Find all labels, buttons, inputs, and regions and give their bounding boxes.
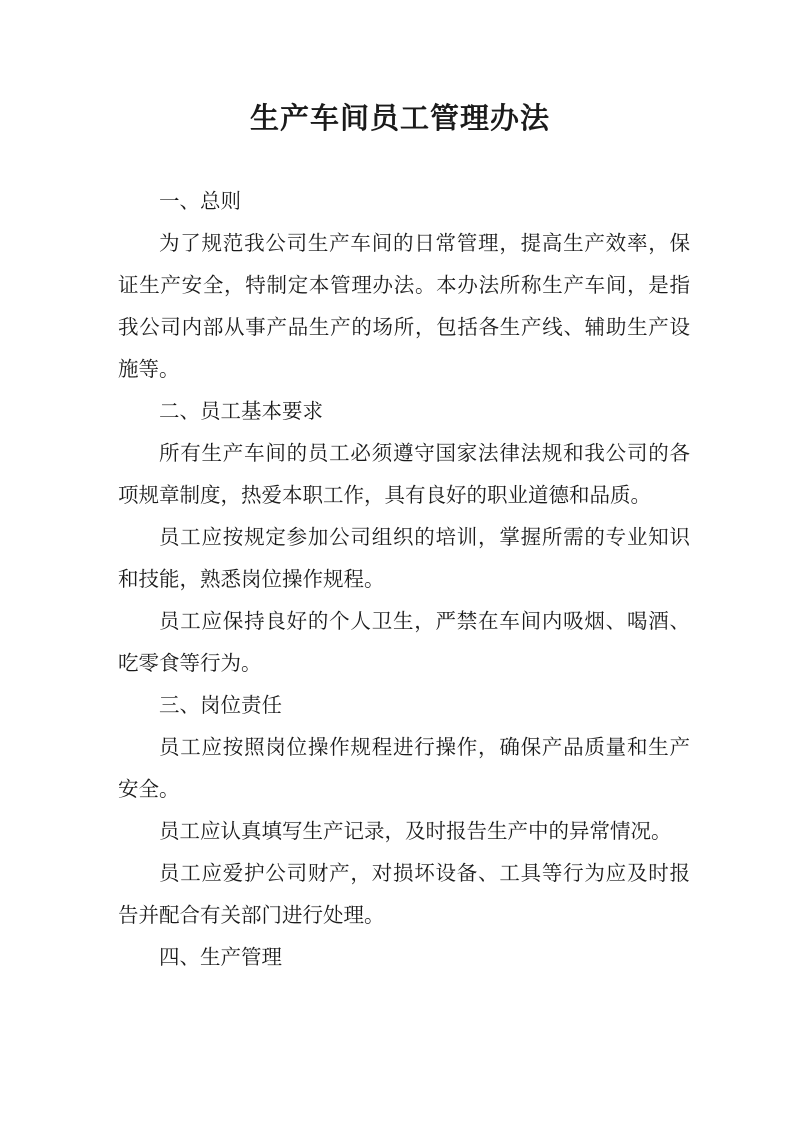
document-body	[118, 180, 690, 978]
paragraph-operation-rules: 员工应按照岗位操作规程进行操作，确保产品质量和生产安全。	[118, 735, 690, 801]
paragraph-company-property: 员工应爱护公司财产，对损坏设备、工具等行为应及时报告并配合有关部门进行处理。	[118, 861, 690, 927]
document-title: 生产车间员工管理办法	[249, 101, 550, 135]
section-heading-general: 一、总则	[159, 189, 241, 213]
section-heading-basic-requirements: 二、员工基本要求	[159, 399, 323, 423]
paragraph-laws-and-rules: 所有生产车间的员工必须遵守国家法律法规和我公司的各项规章制度，热爱本职工作，具有良好的职业道德和品质。	[118, 441, 690, 507]
section-heading-production-management: 四、生产管理	[159, 945, 282, 969]
paragraph-hygiene: 员工应保持良好的个人卫生，严禁在车间内吸烟、喝酒、吃零食等行为。	[118, 609, 690, 675]
paragraph-production-records: 员工应认真填写生产记录，及时报告生产中的异常情况。	[159, 819, 672, 843]
section-heading-job-responsibility: 三、岗位责任	[159, 693, 282, 717]
paragraph-general-purpose: 为了规范我公司生产车间的日常管理，提高生产效率，保证生产安全，特制定本管理办法。本办法所称生产车间，是指我公司内部从事产品生产的场所，包括各生产线、辅助生产设施等。	[118, 231, 690, 381]
paragraph-training: 员工应按规定参加公司组织的培训，掌握所需的专业知识和技能，熟悉岗位操作规程。	[118, 525, 690, 591]
